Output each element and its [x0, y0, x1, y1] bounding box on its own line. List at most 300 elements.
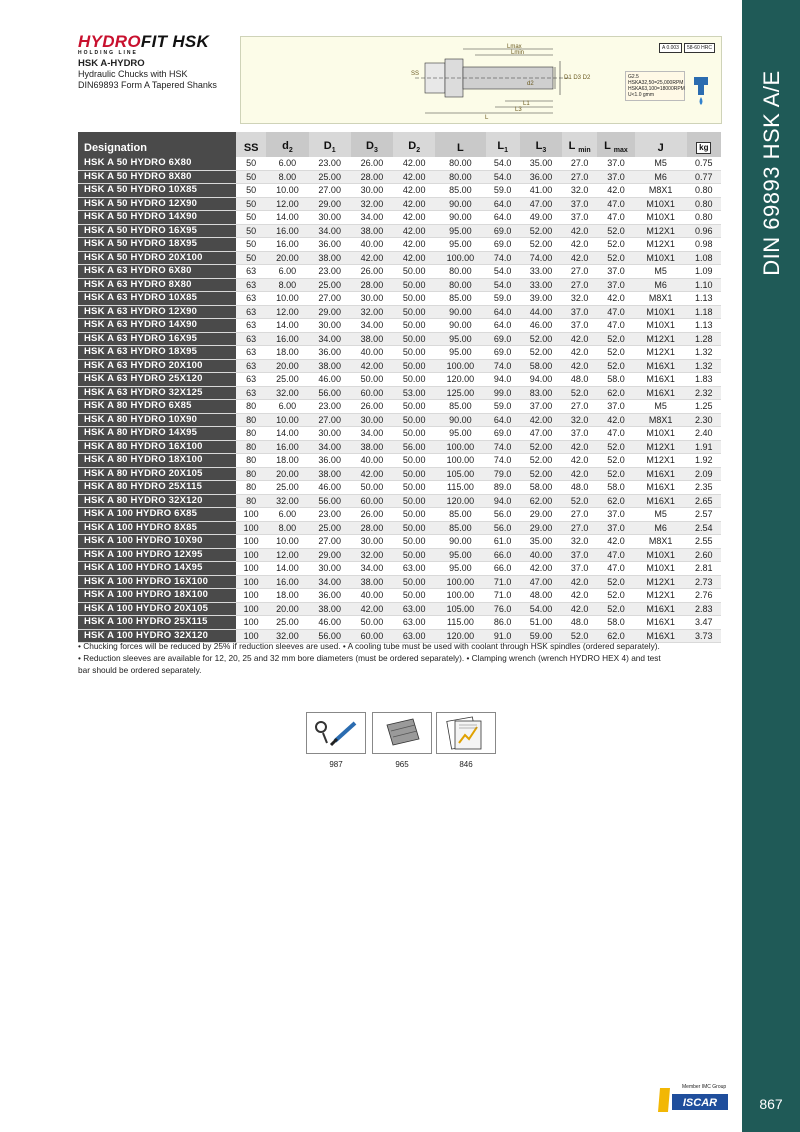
cell-ss: 63 — [236, 278, 266, 292]
cell-D2: 42.00 — [393, 157, 435, 170]
cell-Lmax: 52.0 — [597, 575, 635, 589]
cell-D3: 38.00 — [351, 440, 393, 454]
cell-D3: 38.00 — [351, 224, 393, 238]
cell-J: M10X1 — [635, 562, 687, 576]
cell-Lmax: 37.0 — [597, 508, 635, 522]
cell-D2: 50.00 — [393, 548, 435, 562]
cell-Lmax: 37.0 — [597, 521, 635, 535]
cell-L: 85.00 — [435, 400, 485, 414]
cell-L3: 52.00 — [520, 467, 562, 481]
cell-L1: 69.0 — [486, 332, 520, 346]
cell-J: M10X1 — [635, 305, 687, 319]
cell-designation: HSK A 100 HYDRO 20X105 — [78, 602, 236, 616]
cell-L: 90.00 — [435, 305, 485, 319]
table-row — [78, 359, 721, 373]
cell-kg: 2.54 — [687, 521, 721, 535]
cell-Lmin: 42.0 — [562, 346, 597, 360]
weight-icon: kg — [696, 142, 711, 154]
cell-ss: 100 — [236, 616, 266, 630]
cell-kg: 3.47 — [687, 616, 721, 630]
cell-d2: 8.00 — [266, 170, 308, 184]
cell-D1: 38.00 — [309, 251, 351, 265]
table-row — [78, 440, 721, 454]
cell-kg: 0.80 — [687, 197, 721, 211]
table-row — [78, 400, 721, 414]
holding-line-label: HOLDING LINE — [78, 50, 138, 56]
cell-kg: 2.55 — [687, 535, 721, 549]
cell-ss: 80 — [236, 400, 266, 414]
cell-Lmin: 42.0 — [562, 454, 597, 468]
cell-designation: HSK A 50 HYDRO 8X80 — [78, 170, 236, 184]
cell-J: M12X1 — [635, 238, 687, 252]
cell-L3: 52.00 — [520, 238, 562, 252]
cell-ss: 100 — [236, 629, 266, 643]
cell-Lmax: 52.0 — [597, 602, 635, 616]
accessory-catalog[interactable] — [436, 712, 496, 769]
cell-L3: 54.00 — [520, 602, 562, 616]
chapter-sidebar — [742, 0, 800, 1132]
cell-D1: 30.00 — [309, 319, 351, 333]
cell-L1: 79.0 — [486, 467, 520, 481]
cell-L: 95.00 — [435, 427, 485, 441]
cell-Lmin: 48.0 — [562, 373, 597, 387]
cell-L1: 69.0 — [486, 238, 520, 252]
cell-Lmin: 42.0 — [562, 589, 597, 603]
cell-designation: HSK A 63 HYDRO 20X100 — [78, 359, 236, 373]
cell-ss: 63 — [236, 305, 266, 319]
l1-label: L1 — [523, 101, 530, 107]
cell-J: M12X1 — [635, 346, 687, 360]
cell-D3: 38.00 — [351, 332, 393, 346]
cell-D3: 32.00 — [351, 197, 393, 211]
cell-designation: HSK A 63 HYDRO 10X85 — [78, 292, 236, 306]
cell-Lmin: 37.0 — [562, 427, 597, 441]
cell-L1: 94.0 — [486, 373, 520, 387]
cell-ss: 63 — [236, 373, 266, 387]
cell-designation: HSK A 80 HYDRO 10X90 — [78, 413, 236, 427]
table-row — [78, 170, 721, 184]
cell-L: 90.00 — [435, 535, 485, 549]
cell-L3: 35.00 — [520, 157, 562, 170]
col-L3: $L_3$ — [520, 132, 562, 157]
cell-D3: 26.00 — [351, 157, 393, 170]
cell-kg: 2.30 — [687, 413, 721, 427]
cell-L: 105.00 — [435, 467, 485, 481]
cell-L: 115.00 — [435, 481, 485, 495]
cell-Lmax: 58.0 — [597, 373, 635, 387]
cell-D1: 46.00 — [309, 616, 351, 630]
cell-D2: 42.00 — [393, 170, 435, 184]
l3-label: L3 — [515, 107, 522, 113]
cell-L: 95.00 — [435, 224, 485, 238]
cell-J: M16X1 — [635, 616, 687, 630]
cell-D3: 28.00 — [351, 278, 393, 292]
cell-kg: 1.13 — [687, 292, 721, 306]
cell-Lmax: 37.0 — [597, 170, 635, 184]
cell-Lmin: 42.0 — [562, 602, 597, 616]
cell-L1: 56.0 — [486, 508, 520, 522]
cell-ss: 50 — [236, 251, 266, 265]
cell-d2: 25.00 — [266, 616, 308, 630]
cell-designation: HSK A 80 HYDRO 18X100 — [78, 454, 236, 468]
cell-D2: 50.00 — [393, 589, 435, 603]
cell-Lmax: 58.0 — [597, 481, 635, 495]
cell-d2: 8.00 — [266, 278, 308, 292]
table-row — [78, 197, 721, 211]
cell-designation: HSK A 100 HYDRO 10X90 — [78, 535, 236, 549]
cell-J: M10X1 — [635, 548, 687, 562]
cell-kg: 1.10 — [687, 278, 721, 292]
cell-L: 85.00 — [435, 508, 485, 522]
iscar-logo — [656, 1082, 732, 1116]
cell-d2: 8.00 — [266, 521, 308, 535]
table-row — [78, 332, 721, 346]
cell-Lmin: 42.0 — [562, 467, 597, 481]
cell-J: M8X1 — [635, 292, 687, 306]
cell-ss: 50 — [236, 170, 266, 184]
cell-d2: 20.00 — [266, 359, 308, 373]
cell-d2: 32.00 — [266, 386, 308, 400]
cell-D2: 50.00 — [393, 278, 435, 292]
cell-Lmin: 37.0 — [562, 562, 597, 576]
product-title: HSK A-HYDRO — [78, 58, 145, 69]
cell-kg: 0.80 — [687, 184, 721, 198]
cell-designation: HSK A 63 HYDRO 25X120 — [78, 373, 236, 387]
cell-D1: 30.00 — [309, 562, 351, 576]
cell-D3: 60.00 — [351, 494, 393, 508]
cell-L: 80.00 — [435, 278, 485, 292]
cell-ss: 63 — [236, 265, 266, 279]
cell-L3: 48.00 — [520, 589, 562, 603]
cell-D1: 23.00 — [309, 400, 351, 414]
col-Lmax: L $_{max}$ — [597, 132, 635, 157]
accessory-page-965: 965 — [395, 760, 409, 769]
cell-L: 90.00 — [435, 319, 485, 333]
cell-D1: 34.00 — [309, 440, 351, 454]
cell-J: M10X1 — [635, 211, 687, 225]
cell-L1: 64.0 — [486, 413, 520, 427]
cell-Lmin: 52.0 — [562, 386, 597, 400]
cell-Lmax: 58.0 — [597, 616, 635, 630]
cell-Lmax: 37.0 — [597, 265, 635, 279]
cell-ss: 80 — [236, 481, 266, 495]
cell-d2: 25.00 — [266, 373, 308, 387]
cell-L1: 76.0 — [486, 602, 520, 616]
cell-Lmin: 37.0 — [562, 319, 597, 333]
cell-L3: 47.00 — [520, 197, 562, 211]
cell-D3: 28.00 — [351, 521, 393, 535]
cell-D1: 30.00 — [309, 427, 351, 441]
cell-ss: 50 — [236, 224, 266, 238]
cell-J: M5 — [635, 400, 687, 414]
cell-D2: 63.00 — [393, 629, 435, 643]
cell-D3: 30.00 — [351, 413, 393, 427]
cell-d2: 18.00 — [266, 589, 308, 603]
cell-J: M12X1 — [635, 224, 687, 238]
cell-L1: 89.0 — [486, 481, 520, 495]
cell-D1: 25.00 — [309, 278, 351, 292]
cell-Lmax: 52.0 — [597, 224, 635, 238]
cell-d2: 10.00 — [266, 413, 308, 427]
cell-designation: HSK A 100 HYDRO 32X120 — [78, 629, 236, 643]
cell-D3: 60.00 — [351, 386, 393, 400]
cell-ss: 50 — [236, 211, 266, 225]
cell-kg: 0.98 — [687, 238, 721, 252]
cell-ss: 63 — [236, 359, 266, 373]
cell-L1: 66.0 — [486, 548, 520, 562]
cell-D1: 27.00 — [309, 413, 351, 427]
cell-designation: HSK A 63 HYDRO 18X95 — [78, 346, 236, 360]
cell-J: M12X1 — [635, 589, 687, 603]
cell-L: 80.00 — [435, 265, 485, 279]
cell-D3: 34.00 — [351, 427, 393, 441]
cell-L1: 54.0 — [486, 157, 520, 170]
table-row — [78, 251, 721, 265]
table-row — [78, 494, 721, 508]
cell-D2: 53.00 — [393, 386, 435, 400]
accessory-wrench[interactable] — [306, 712, 366, 769]
sleeve-icon — [373, 713, 431, 753]
cell-ss: 63 — [236, 319, 266, 333]
cell-ss: 80 — [236, 454, 266, 468]
cell-L1: 71.0 — [486, 575, 520, 589]
cell-Lmin: 42.0 — [562, 224, 597, 238]
cell-kg: 0.75 — [687, 157, 721, 170]
cell-J: M8X1 — [635, 535, 687, 549]
cell-L3: 33.00 — [520, 278, 562, 292]
cell-Lmin: 32.0 — [562, 413, 597, 427]
cell-L3: 58.00 — [520, 481, 562, 495]
cell-Lmin: 37.0 — [562, 305, 597, 319]
cell-J: M16X1 — [635, 373, 687, 387]
cell-designation: HSK A 80 HYDRO 20X105 — [78, 467, 236, 481]
accessory-sleeve[interactable] — [372, 712, 432, 769]
cell-kg: 1.28 — [687, 332, 721, 346]
cell-L1: 99.0 — [486, 386, 520, 400]
cell-L1: 74.0 — [486, 359, 520, 373]
cell-kg: 2.76 — [687, 589, 721, 603]
cell-J: M16X1 — [635, 494, 687, 508]
chapter-title: DIN 69893 HSK A/E — [759, 70, 784, 276]
cell-D2: 50.00 — [393, 265, 435, 279]
cell-kg: 3.73 — [687, 629, 721, 643]
cell-L1: 54.0 — [486, 170, 520, 184]
cell-ss: 100 — [236, 521, 266, 535]
cell-D1: 38.00 — [309, 359, 351, 373]
cell-L1: 74.0 — [486, 251, 520, 265]
member-label: Member IMC Group — [682, 1084, 727, 1090]
cell-D1: 38.00 — [309, 467, 351, 481]
col-Lmin: L $_{min}$ — [562, 132, 597, 157]
cell-L3: 29.00 — [520, 508, 562, 522]
table-row — [78, 413, 721, 427]
cell-L: 90.00 — [435, 211, 485, 225]
cell-L1: 61.0 — [486, 535, 520, 549]
cell-kg: 2.32 — [687, 386, 721, 400]
cell-D2: 50.00 — [393, 535, 435, 549]
svg-text:ISCAR: ISCAR — [682, 1097, 718, 1109]
cell-D3: 34.00 — [351, 562, 393, 576]
cell-ss: 63 — [236, 346, 266, 360]
cell-Lmin: 27.0 — [562, 521, 597, 535]
cell-ss: 80 — [236, 467, 266, 481]
cell-Lmin: 32.0 — [562, 184, 597, 198]
tolerance-block — [659, 43, 717, 53]
cell-D2: 50.00 — [393, 346, 435, 360]
brand-logo — [78, 34, 209, 56]
page-number: 867 — [759, 1096, 783, 1112]
table-body — [78, 157, 721, 643]
table-row — [78, 508, 721, 522]
cell-d2: 6.00 — [266, 157, 308, 170]
cell-d2: 20.00 — [266, 251, 308, 265]
cell-D3: 30.00 — [351, 535, 393, 549]
cell-J: M6 — [635, 278, 687, 292]
cell-L3: 33.00 — [520, 265, 562, 279]
cell-D3: 40.00 — [351, 589, 393, 603]
cell-L3: 94.00 — [520, 373, 562, 387]
cell-L: 120.00 — [435, 629, 485, 643]
cell-J: M8X1 — [635, 184, 687, 198]
cell-ss: 63 — [236, 292, 266, 306]
cell-d2: 12.00 — [266, 305, 308, 319]
cell-L3: 41.00 — [520, 184, 562, 198]
cell-ss: 100 — [236, 589, 266, 603]
cell-J: M12X1 — [635, 454, 687, 468]
cell-L: 100.00 — [435, 454, 485, 468]
table-row — [78, 305, 721, 319]
cell-Lmax: 52.0 — [597, 359, 635, 373]
cell-L1: 69.0 — [486, 346, 520, 360]
table-row — [78, 157, 721, 170]
cell-Lmax: 42.0 — [597, 292, 635, 306]
note-line-1: • Chucking forces will be reduced by 25% if reduction sleeves are used. • A cooling tube must be used with coolant through HSK spindles (ordered separately). — [78, 641, 660, 651]
cell-J: M10X1 — [635, 251, 687, 265]
cell-D1: 56.00 — [309, 386, 351, 400]
cell-J: M16X1 — [635, 467, 687, 481]
cell-L3: 52.00 — [520, 332, 562, 346]
cell-ss: 80 — [236, 427, 266, 441]
cell-L1: 54.0 — [486, 265, 520, 279]
cell-ss: 50 — [236, 238, 266, 252]
cell-Lmax: 37.0 — [597, 278, 635, 292]
coolant-tap-icon — [686, 71, 716, 111]
cell-D3: 42.00 — [351, 602, 393, 616]
cell-L: 115.00 — [435, 616, 485, 630]
cell-J: M16X1 — [635, 481, 687, 495]
cell-designation: HSK A 50 HYDRO 12X90 — [78, 197, 236, 211]
accessory-page-987: 987 — [329, 760, 343, 769]
d-labels: D1 D3 D2 — [564, 75, 591, 81]
cell-Lmin: 32.0 — [562, 292, 597, 306]
table-header-row — [78, 132, 721, 157]
cell-D1: 36.00 — [309, 238, 351, 252]
cell-designation: HSK A 100 HYDRO 8X85 — [78, 521, 236, 535]
cell-J: M12X1 — [635, 332, 687, 346]
cell-D2: 50.00 — [393, 292, 435, 306]
cell-d2: 12.00 — [266, 197, 308, 211]
cell-Lmin: 42.0 — [562, 251, 597, 265]
cell-D1: 29.00 — [309, 305, 351, 319]
cell-L3: 29.00 — [520, 521, 562, 535]
cell-d2: 14.00 — [266, 319, 308, 333]
cell-J: M12X1 — [635, 575, 687, 589]
cell-d2: 20.00 — [266, 602, 308, 616]
cell-L1: 56.0 — [486, 521, 520, 535]
hydrofit-logo: HYDROFIT HSK — [78, 32, 210, 51]
cell-D3: 42.00 — [351, 359, 393, 373]
cell-d2: 20.00 — [266, 467, 308, 481]
cell-D1: 36.00 — [309, 589, 351, 603]
cell-D2: 50.00 — [393, 359, 435, 373]
cell-ss: 80 — [236, 413, 266, 427]
cell-kg: 1.91 — [687, 440, 721, 454]
cell-L3: 42.00 — [520, 413, 562, 427]
cell-L1: 74.0 — [486, 454, 520, 468]
cell-D3: 42.00 — [351, 251, 393, 265]
cell-D2: 50.00 — [393, 508, 435, 522]
cell-L: 95.00 — [435, 548, 485, 562]
table-row — [78, 292, 721, 306]
cell-L1: 54.0 — [486, 278, 520, 292]
hardness-box: 58-60 HRC — [684, 43, 715, 53]
cell-Lmax: 47.0 — [597, 305, 635, 319]
cell-D1: 36.00 — [309, 454, 351, 468]
cell-D2: 42.00 — [393, 184, 435, 198]
cell-designation: HSK A 63 HYDRO 8X80 — [78, 278, 236, 292]
cell-D2: 50.00 — [393, 521, 435, 535]
cell-L1: 64.0 — [486, 305, 520, 319]
wrench-icon — [307, 713, 365, 753]
cell-Lmax: 37.0 — [597, 157, 635, 170]
cell-J: M10X1 — [635, 427, 687, 441]
cell-D3: 60.00 — [351, 629, 393, 643]
cell-designation: HSK A 50 HYDRO 6X80 — [78, 157, 236, 170]
cell-L1: 66.0 — [486, 562, 520, 576]
cell-L3: 52.00 — [520, 440, 562, 454]
cell-Lmax: 47.0 — [597, 319, 635, 333]
cell-D1: 30.00 — [309, 211, 351, 225]
cell-d2: 18.00 — [266, 454, 308, 468]
cell-D1: 38.00 — [309, 602, 351, 616]
cell-D2: 63.00 — [393, 602, 435, 616]
cell-ss: 50 — [236, 157, 266, 170]
cell-kg: 1.32 — [687, 359, 721, 373]
cell-kg: 1.13 — [687, 319, 721, 333]
cell-designation: HSK A 63 HYDRO 12X90 — [78, 305, 236, 319]
cell-D3: 30.00 — [351, 184, 393, 198]
cell-L: 85.00 — [435, 184, 485, 198]
cell-D3: 26.00 — [351, 265, 393, 279]
cell-L1: 91.0 — [486, 629, 520, 643]
cell-Lmax: 52.0 — [597, 238, 635, 252]
cell-designation: HSK A 63 HYDRO 32X125 — [78, 386, 236, 400]
table-row — [78, 467, 721, 481]
cell-D3: 34.00 — [351, 319, 393, 333]
cell-Lmax: 42.0 — [597, 184, 635, 198]
cell-L: 90.00 — [435, 197, 485, 211]
cell-L3: 37.00 — [520, 400, 562, 414]
col-designation: Designation — [78, 132, 236, 157]
cell-ss: 100 — [236, 535, 266, 549]
cell-Lmin: 42.0 — [562, 575, 597, 589]
cell-D1: 56.00 — [309, 629, 351, 643]
table-row — [78, 224, 721, 238]
cell-L: 95.00 — [435, 238, 485, 252]
cell-L1: 71.0 — [486, 589, 520, 603]
table-row — [78, 602, 721, 616]
cell-J: M10X1 — [635, 319, 687, 333]
